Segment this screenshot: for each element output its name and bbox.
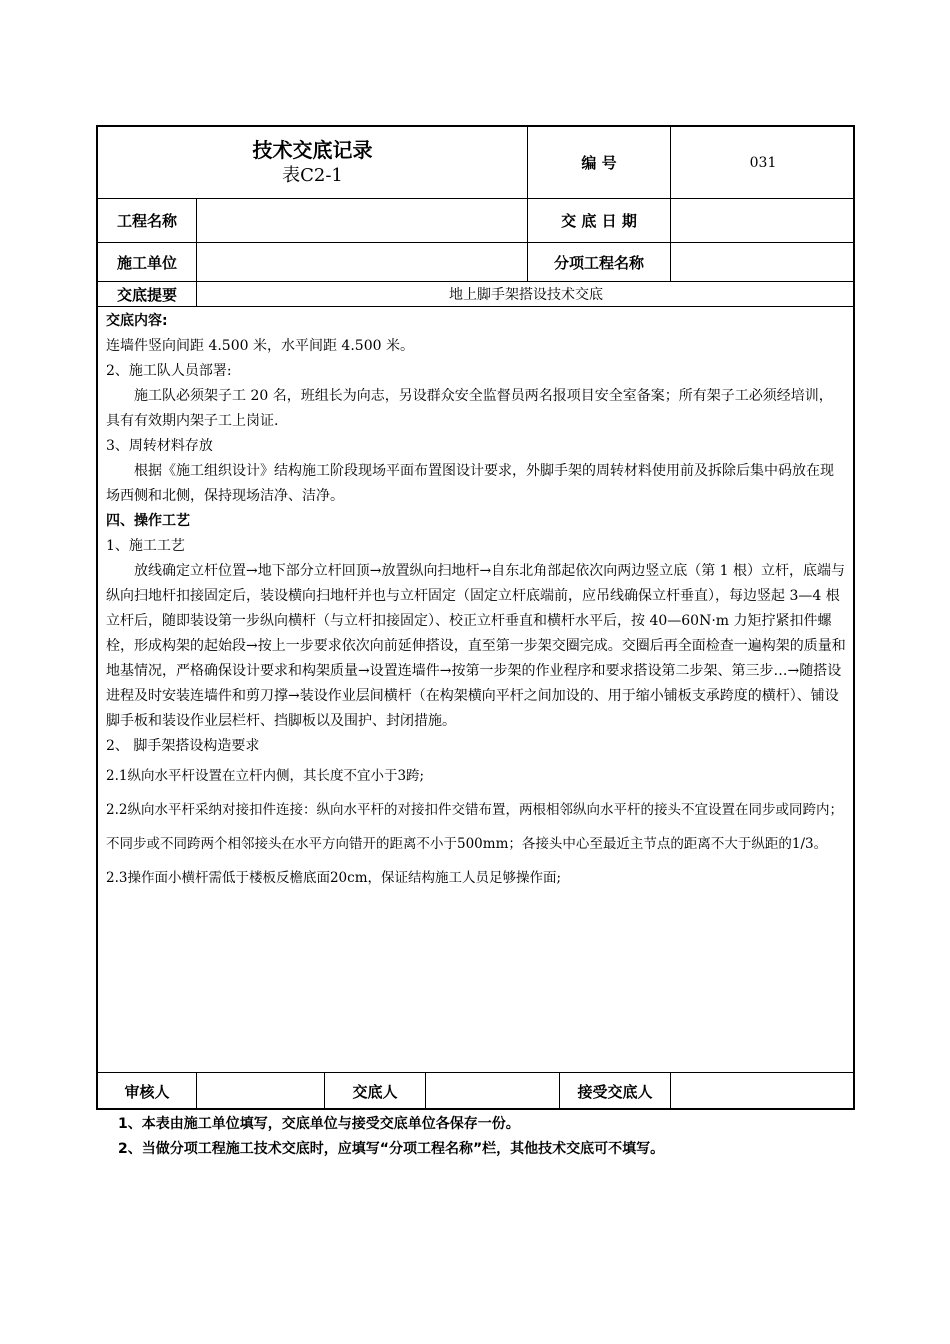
date-value[interactable] <box>671 199 855 242</box>
content-line: 连墙件竖向间距 4.500 米，水平间距 4.500 米。 <box>106 338 414 354</box>
form-title: 技术交底记录 <box>252 137 373 162</box>
receiver-value[interactable] <box>671 1073 855 1110</box>
note-line: 2、当做分项工程施工技术交底时，应填写“分项工程名称”栏，其他技术交底可不填写。 <box>118 1141 665 1157</box>
content-paragraph: 放线确定立杆位置→地下部分立杆回顶→放置纵向扫地杆→自东北角部起依次向两边竖立底（第 1 根）立杆，底端与纵向扫地杆扣接固定后，装设横向扫地杆并也与立杆固定（固定立杆底端前，应吊线确保立杆垂直），每边竖起 3—4 根立杆后，随即装设第一步纵向横杆（与立杆扣接固定）、校正立杆垂直和横杆水平后，按 40—60N·m 力矩拧紧扣件螺栓，形成构架的起始段→按上一步要求依次向前延伸搭设，直至第一步架交圈完成。交圈后再全面检查一遍构架的质量和地基情况，严格确保设计要求和构架质量→设置连墙件→按第一步架的作业程序和要求搭设第二步架、第三步…→随搭设进程及时安装连墙件和剪刀撑→装设作业层间横杆（在构架横向平杆之间加设的、用于缩小铺板支承跨度的横杆）、铺设脚手板和装设作业层栏杆、挡脚板以及围护、封闭措施。 <box>106 563 846 729</box>
number-value: 031 <box>749 154 777 171</box>
content-line: 1、施工工艺 <box>106 538 185 554</box>
content-paragraph: 2.2纵向水平杆采纳对接扣件连接：纵向水平杆的对接扣件交错布置，两根相邻纵向水平杆的接头不宜设置在同步或同跨内；不同步或不同跨两个相邻接头在水平方向错开的距离不小于500mm；各接头中心至最近主节点的距离不大于纵距的1/3。 <box>106 802 843 852</box>
subproject-label: 分项工程名称 <box>553 253 644 272</box>
project-name-label: 工程名称 <box>116 212 177 230</box>
content-line: 2.1纵向水平杆设置在立杆内侧，其长度不宜小于3跨; <box>106 768 425 784</box>
content-line: 3、周转材料存放 <box>106 438 213 454</box>
project-name-value[interactable] <box>197 199 527 242</box>
number-label: 编 号 <box>581 154 617 172</box>
content-paragraph: 施工队必须架子工 20 名，班组长为向志，另设群众安全监督员两名报项目安全室备案；所有架子工必须经培训，具有有效期内架子工上岗证. <box>106 388 833 429</box>
reviewer-label: 审核人 <box>124 1083 170 1101</box>
content-line: 2.3操作面小横杆需低于楼板反檐底面20cm，保证结构施工人员足够操作面; <box>106 870 562 886</box>
form-subtitle: 表C2-1 <box>282 164 343 186</box>
content-heading: 交底内容: <box>106 313 168 329</box>
unit-value[interactable] <box>197 243 527 281</box>
disclosure-content <box>106 309 846 895</box>
note-line: 1、本表由施工单位填写，交底单位与接受交底单位各保存一份。 <box>118 1116 520 1132</box>
discloser-label: 交底人 <box>352 1083 398 1101</box>
form-notes <box>118 1112 664 1162</box>
disclosure-form <box>96 125 855 1110</box>
date-label: 交 底 日 期 <box>561 212 637 230</box>
summary-label: 交底提要 <box>116 285 177 304</box>
discloser-value[interactable] <box>426 1073 559 1110</box>
content-paragraph: 根据《施工组织设计》结构施工阶段现场平面布置图设计要求，外脚手架的周转材料使用前及拆除后集中码放在现场西侧和北侧，保持现场洁净、洁净。 <box>106 463 834 504</box>
subproject-value[interactable] <box>671 243 855 281</box>
row-divider <box>98 306 853 307</box>
form-title-block <box>98 127 527 198</box>
content-section-heading: 四、操作工艺 <box>106 513 190 529</box>
receiver-label: 接受交底人 <box>577 1083 653 1101</box>
content-line: 2、 脚手架搭设构造要求 <box>106 738 260 754</box>
summary-value: 地上脚手架搭设技术交底 <box>449 287 603 303</box>
unit-label: 施工单位 <box>116 253 177 272</box>
reviewer-value[interactable] <box>197 1073 324 1110</box>
content-line: 2、施工队人员部署: <box>106 363 232 379</box>
